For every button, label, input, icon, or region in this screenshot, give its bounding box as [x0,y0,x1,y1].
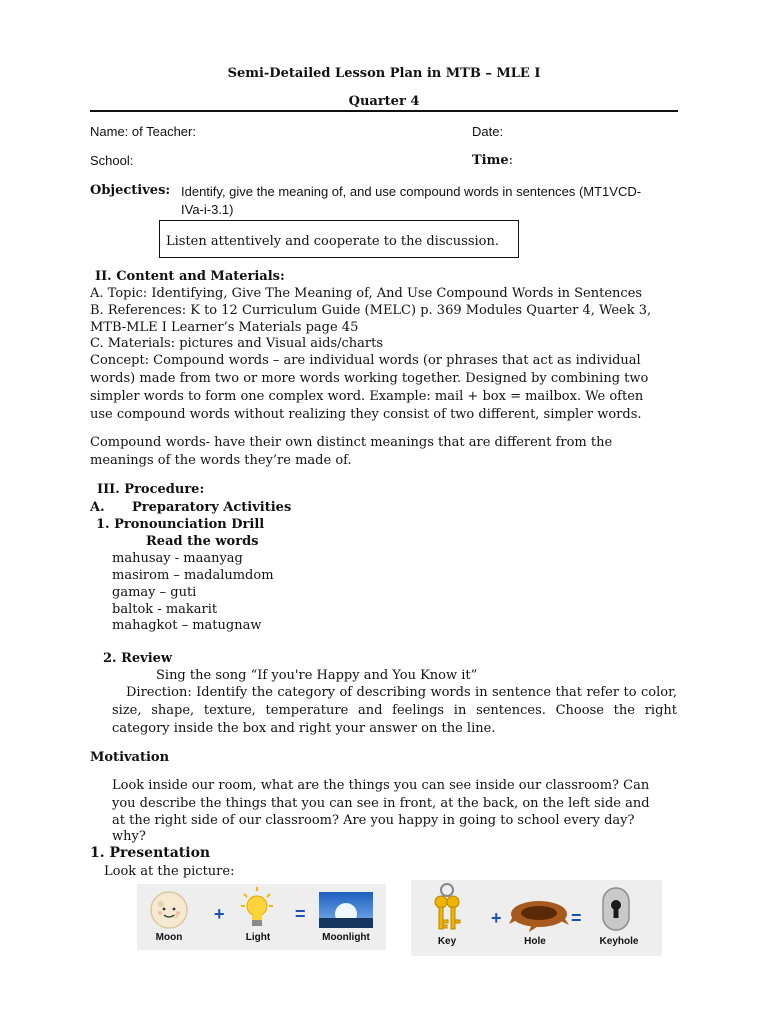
plus-sign: + [214,904,225,924]
motivation-heading: Motivation [90,750,170,765]
word-list-item: baltok - makarit [112,602,218,617]
document-title: Semi-Detailed Lesson Plan in MTB – MLE I [227,66,541,81]
procedure-heading: III. Procedure: [97,482,205,497]
time-label [472,153,513,168]
time-label-colon: : [508,153,514,168]
moon-caption: Moon [155,932,183,943]
motivation-line-3: at the right side of our classroom? Are you happy in going to school every day? [112,813,635,828]
presentation-heading: 1. Presentation [90,845,211,861]
compound-line-1: Compound words- have their own distinct meanings that are different from the [90,435,613,450]
light-bulb-icon [241,886,273,930]
quarter-label: Quarter 4 [348,94,420,109]
objective-box-text: Listen attentively and cooperate to the discussion. [166,234,499,249]
references-line-2: MTB-MLE I Learner’s Materials page 45 [90,320,359,335]
date-label: Date: [472,124,504,139]
moon-icon [149,890,189,930]
hole-caption: Hole [524,936,546,947]
direction-line-2: size, shape, texture, temperature and feelings in sentences. Choose the right [112,703,677,718]
word-list-item: mahagkot – matugnaw [112,618,262,633]
key-icon [427,882,467,934]
concept-line-3: simpler words to form one complex word. Example: mail + box = mailbox. We often [90,389,644,404]
hole-icon [509,896,569,932]
concept-line-4: use compound words without realizing they consist of two different, simpler words. [90,407,642,422]
plus-sign: + [491,908,502,928]
drill-heading: 1. Pronounciation Drill [96,517,265,532]
section-a-label: A. [90,500,105,515]
objectives-line-2: IVa-i-3.1) [181,202,234,217]
objectives-label: Objectives: [90,183,171,198]
equals-sign: = [571,908,582,928]
moonlight-caption: Moonlight [322,932,370,943]
motivation-line-2: you describe the things that you can see in front, at the back, on the left side and [112,796,650,811]
objective-box [159,220,519,258]
presentation-instruction: Look at the picture: [104,864,235,879]
concept-line-1: Concept: Compound words – are individual words (or phrases that act as individual [90,353,641,368]
key-caption: Key [437,936,457,947]
word-list-item: masirom – madalumdom [112,568,274,583]
motivation-line-1: Look inside our room, what are the things you can see inside our classroom? Can [112,778,650,793]
direction-line-1: Direction: Identify the category of describing words in sentence that refer to color, [126,685,677,700]
references-line-1: B. References: K to 12 Curriculum Guide (MELC) p. 369 Modules Quarter 4, Week 3, [90,303,652,318]
section-a-title: Preparatory Activities [132,500,292,515]
content-heading: II. Content and Materials: [95,269,285,284]
keyhole-caption: Keyhole [599,936,639,947]
word-list-item: gamay – guti [112,585,197,600]
compound-line-2: meanings of the words they’re made of. [90,453,352,468]
moonlight-picture-card [137,884,386,950]
objectives-line-1: Identify, give the meaning of, and use compound words in sentences (MT1VCD- [181,184,642,199]
light-caption: Light [245,932,271,943]
keyhole-icon [601,886,631,932]
title-divider [90,110,678,112]
keyhole-picture-card [411,880,662,956]
read-words-label: Read the words [146,534,259,549]
time-label-text: Time [472,153,509,168]
school-label: School: [90,153,134,168]
materials-line: C. Materials: pictures and Visual aids/charts [90,336,384,351]
equals-sign: = [295,904,306,924]
word-list-item: mahusay - maanyag [112,551,243,566]
direction-line-3: category inside the box and right your answer on the line. [112,721,496,736]
review-heading: 2. Review [103,651,173,666]
moonlight-scene-icon [319,892,373,928]
review-song: Sing the song “If you're Happy and You Know it” [156,668,478,683]
teacher-label: Name: of Teacher: [90,124,196,139]
concept-line-2: words) made from two or more words working together. Designed by combining two [90,371,649,386]
motivation-line-4: why? [112,829,146,844]
topic-line: A. Topic: Identifying, Give The Meaning of, And Use Compound Words in Sentences [90,286,643,301]
